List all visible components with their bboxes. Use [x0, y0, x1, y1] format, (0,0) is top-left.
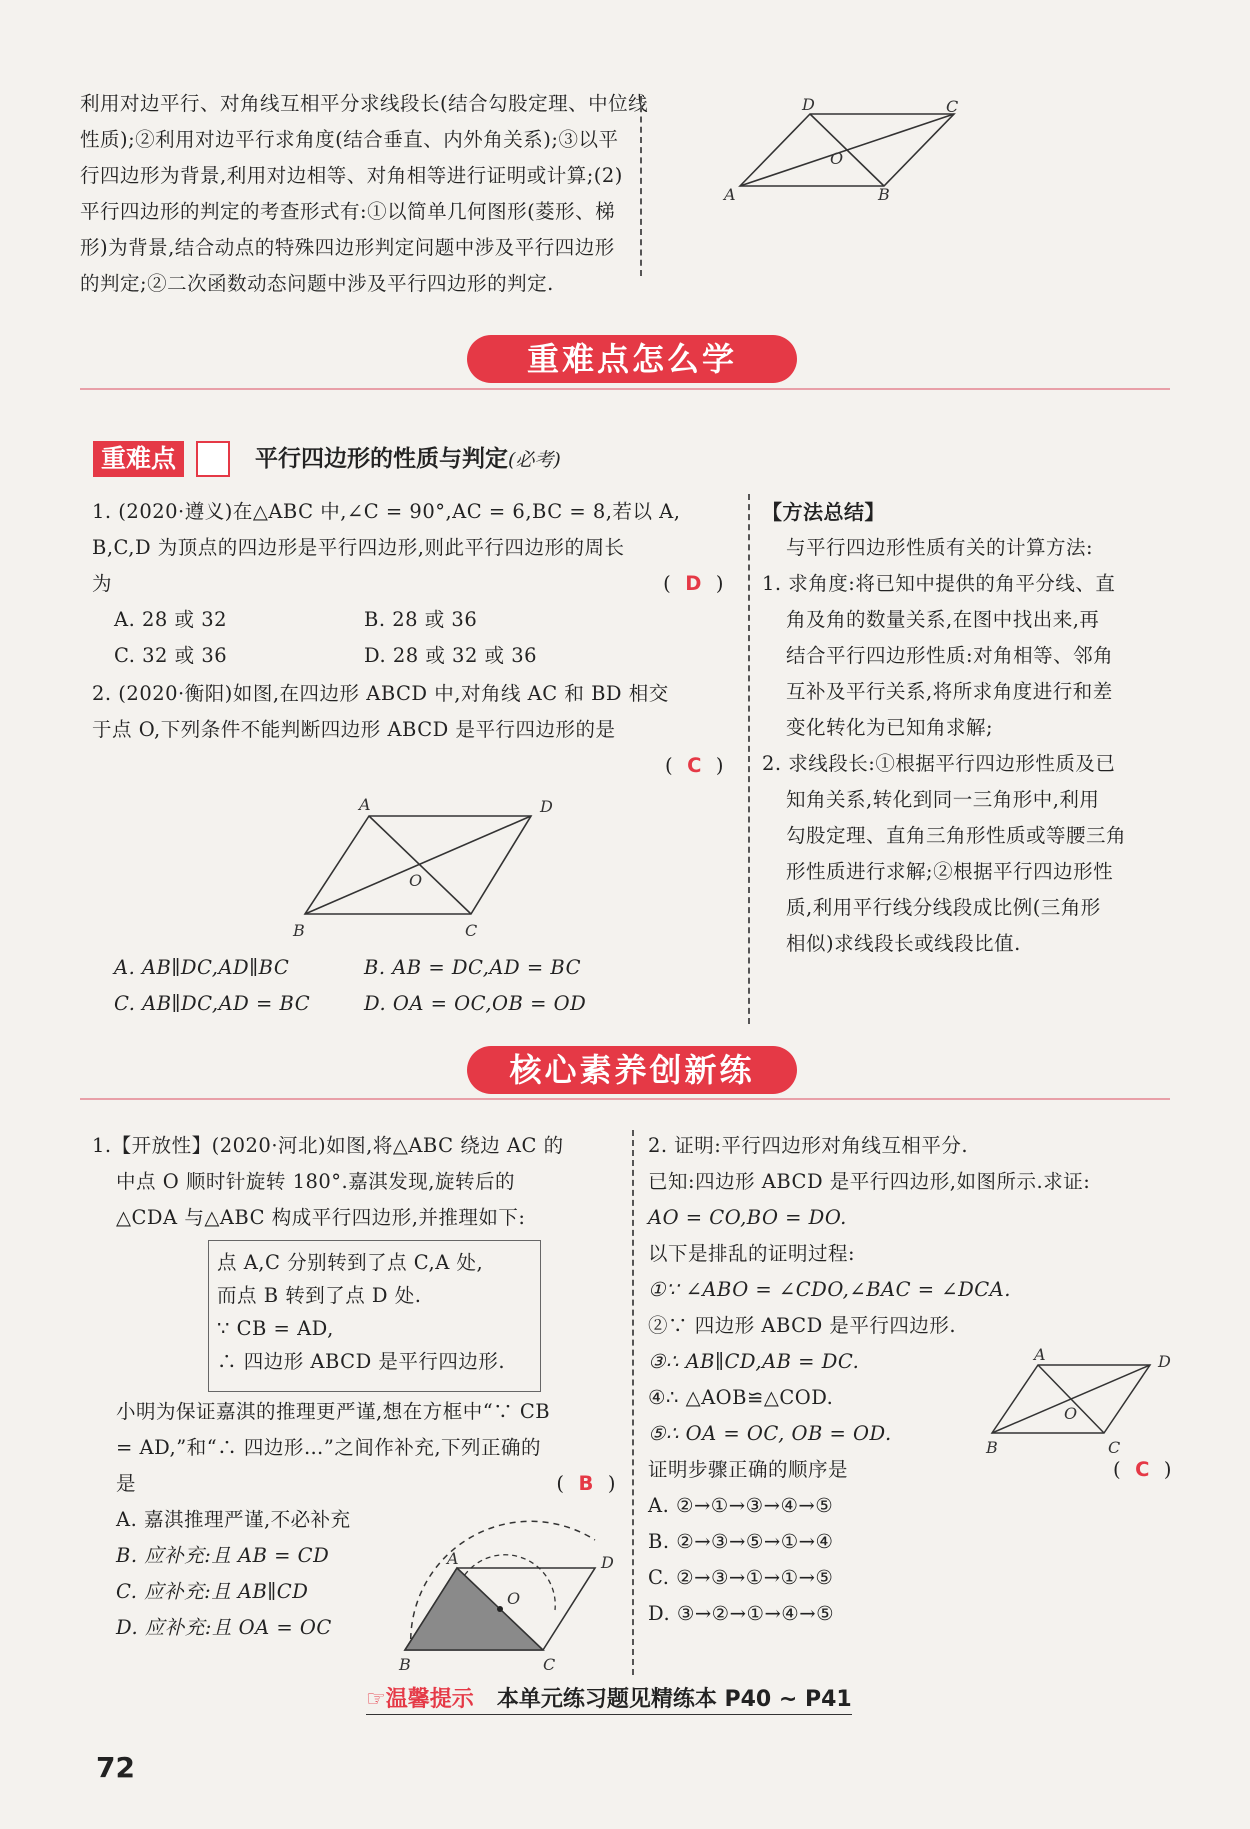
question-stem-line: 中点 O 顺时针旋转 180°.嘉淇发现,旋转后的	[116, 1170, 515, 1193]
reasoning-line: 点 A,C 分别转到了点 C,A 处,	[217, 1251, 484, 1274]
option: D. ③→②→①→④→⑤	[648, 1602, 835, 1625]
figure-label: C	[1108, 1438, 1121, 1457]
question-stem-line: 为	[92, 572, 113, 595]
column-divider	[632, 1130, 634, 1675]
page-number: 72	[96, 1751, 135, 1784]
intro-divider	[640, 96, 642, 276]
question-stem-line: = AD,”和“∴ 四边形…”之间作补充,下列正确的	[116, 1436, 542, 1459]
column-divider	[748, 494, 750, 1024]
section-tag-box	[196, 441, 230, 477]
method-line: 相似)求线段长或线段比值.	[786, 932, 1021, 955]
answer-letter: D	[685, 572, 702, 595]
question-stem-line: B,C,D 为顶点的四边形是平行四边形,则此平行四边形的周长	[92, 536, 625, 559]
proof-step: ①∵ ∠ABO = ∠CDO,∠BAC = ∠DCA.	[648, 1278, 1011, 1301]
q2-options	[92, 950, 652, 1022]
question-stem-line: AO = CO,BO = DO.	[648, 1206, 847, 1229]
answer-bracket: ( B )	[556, 1472, 616, 1495]
method-summary	[762, 494, 1182, 962]
question-stem-line: 于点 O,下列条件不能判断四边形 ABCD 是平行四边形的是	[92, 718, 616, 741]
intro-line: 的判定;②二次函数动态问题中涉及平行四边形的判定.	[80, 272, 554, 295]
figure-label: B	[399, 1655, 411, 1674]
reasoning-line: ∵ CB = AD,	[217, 1317, 334, 1340]
banner-rule	[80, 388, 1170, 390]
option: D. 28 或 32 或 36	[364, 644, 538, 667]
section-tag: 重难点	[93, 441, 184, 477]
reasoning-line: ∴ 四边形 ABCD 是平行四边形.	[217, 1350, 506, 1373]
intro-paragraph	[80, 86, 649, 302]
figure-label: D	[540, 797, 553, 816]
answer-bracket: ( C )	[664, 754, 724, 777]
figure-label: C	[946, 97, 959, 116]
answer-letter: C	[687, 754, 702, 777]
figure-label: C	[465, 921, 478, 940]
question-stem-line: 2. (2020·衡阳)如图,在四边形 ABCD 中,对角线 AC 和 BD 相交	[92, 682, 669, 705]
banner-key-points: 重难点怎么学	[467, 335, 797, 383]
method-line: 1. 求角度:将已知中提供的角平分线、直	[762, 572, 1116, 595]
intro-line: 行四边形为背景,利用对边相等、对角相等进行证明或计算;(2)	[80, 164, 623, 187]
intro-line: 性质);②利用对边平行求角度(结合垂直、内外角关系);③以平	[80, 128, 619, 151]
figure-label: O	[409, 871, 423, 890]
method-line: 知角关系,转化到同一三角形中,利用	[786, 788, 1100, 811]
method-line: 变化转化为已知角求解;	[786, 716, 994, 739]
figure-label: D	[802, 96, 815, 114]
figure-label: O	[507, 1589, 521, 1608]
reasoning-line: 而点 B 转到了点 D 处.	[217, 1284, 422, 1307]
figure-label: D	[1158, 1352, 1171, 1371]
question-stem-line: 证明步骤正确的顺序是	[648, 1458, 849, 1481]
figure-label: B	[878, 185, 890, 204]
option: A. 28 或 32	[114, 608, 228, 631]
option: A. 嘉淇推理严谨,不必补充	[116, 1508, 351, 1531]
method-line: 互补及平行关系,将所求角度进行和差	[786, 680, 1113, 703]
figure-label: A	[724, 185, 736, 204]
reasoning-box	[208, 1240, 541, 1392]
method-line: 2. 求线段长:①根据平行四边形性质及已	[762, 752, 1116, 775]
method-line: 勾股定理、直角三角形性质或等腰三角	[786, 824, 1127, 847]
method-line: 质,利用平行线分线段成比例(三角形	[786, 896, 1101, 919]
question-stem-line: 1. (2020·遵义)在△ABC 中,∠C = 90°,AC = 6,BC = 8,若以 A,	[92, 500, 681, 523]
answer-bracket: ( D )	[663, 572, 724, 595]
question-stem-line: 已知:四边形 ABCD 是平行四边形,如图所示.求证:	[648, 1170, 1091, 1193]
banner-core-practice: 核心素养创新练	[467, 1046, 797, 1094]
option: B. AB = DC,AD = BC	[364, 956, 581, 979]
question-stem-line: 2. 证明:平行四边形对角线互相平分.	[648, 1134, 969, 1157]
hint-text: 本单元练习题见精练本 P40 ~ P41	[496, 1687, 852, 1712]
question-stem-line: 小明为保证嘉淇的推理更严谨,想在方框中“∵ CB	[116, 1400, 551, 1423]
option: C. AB∥DC,AD = BC	[114, 992, 311, 1015]
figure-label: O	[830, 149, 844, 168]
proof-step: ⑤∴ OA = OC, OB = OD.	[648, 1422, 892, 1445]
intro-line: 平行四边形的判定的考查形式有:①以简单几何图形(菱形、梯	[80, 200, 616, 223]
section-note: (必考)	[508, 449, 561, 471]
figure-label: A	[1034, 1345, 1046, 1364]
method-title: 【方法总结】	[762, 500, 885, 524]
rotation-figure	[395, 1500, 625, 1675]
method-line: 结合平行四边形性质:对角相等、邻角	[786, 644, 1114, 667]
q2-parallelogram-figure	[285, 790, 575, 940]
hint-label: ☞温馨提示	[366, 1687, 474, 1712]
section-title-row	[255, 440, 561, 473]
figure-label: O	[1064, 1404, 1078, 1423]
option: A. ②→①→③→④→⑤	[648, 1494, 834, 1517]
option: A. AB∥DC,AD∥BC	[114, 956, 290, 979]
option: D. OA = OC,OB = OD	[364, 992, 587, 1015]
method-line: 形性质进行求解;②根据平行四边形性	[786, 860, 1114, 883]
figure-label: A	[359, 795, 371, 814]
figure-label: D	[601, 1553, 614, 1572]
option: C. 应补充:且 AB∥CD	[116, 1580, 309, 1603]
answer-letter: C	[1135, 1458, 1150, 1481]
core-question-1	[92, 1128, 622, 1236]
figure-label: A	[447, 1549, 459, 1568]
question-stem-line: 是	[116, 1472, 137, 1495]
option: D. 应补充:且 OA = OC	[116, 1616, 332, 1639]
figure-label: B	[293, 921, 305, 940]
figure-label: B	[986, 1438, 998, 1457]
option: C. ②→③→①→①→⑤	[648, 1566, 834, 1589]
proof-step: ③∴ AB∥CD,AB = DC.	[648, 1350, 860, 1373]
hint	[366, 1682, 852, 1715]
proof-step: ②∵ 四边形 ABCD 是平行四边形.	[648, 1314, 957, 1337]
option: B. ②→③→⑤→①→④	[648, 1530, 834, 1553]
section-title: 平行四边形的性质与判定	[255, 446, 508, 472]
banner-rule	[80, 1098, 1170, 1100]
question-stem-line: 以下是排乱的证明过程:	[648, 1242, 856, 1265]
option: B. 28 或 36	[364, 608, 478, 631]
answer-letter: B	[578, 1472, 594, 1495]
question-1	[92, 494, 732, 674]
proof-step: ④∴ △AOB≌△COD.	[648, 1386, 834, 1409]
c2-parallelogram-figure	[980, 1345, 1180, 1465]
intro-line: 形)为背景,结合动点的特殊四边形判定问题中涉及平行四边形	[80, 236, 615, 259]
question-2	[92, 676, 732, 784]
option: C. 32 或 36	[114, 644, 228, 667]
question-stem-line: △CDA 与△ABC 构成平行四边形,并推理如下:	[116, 1206, 526, 1229]
figure-label: C	[543, 1655, 556, 1674]
option: B. 应补充:且 AB = CD	[116, 1544, 330, 1567]
question-stem-line: 1.【开放性】(2020·河北)如图,将△ABC 绕边 AC 的	[92, 1134, 564, 1157]
method-line: 与平行四边形性质有关的计算方法:	[786, 536, 1094, 559]
method-line: 角及角的数量关系,在图中找出来,再	[786, 608, 1100, 631]
answer-bracket: ( C )	[1112, 1458, 1172, 1481]
intro-parallelogram-figure	[720, 96, 970, 216]
intro-line: 利用对边平行、对角线互相平分求线段长(结合勾股定理、中位线	[80, 92, 649, 115]
